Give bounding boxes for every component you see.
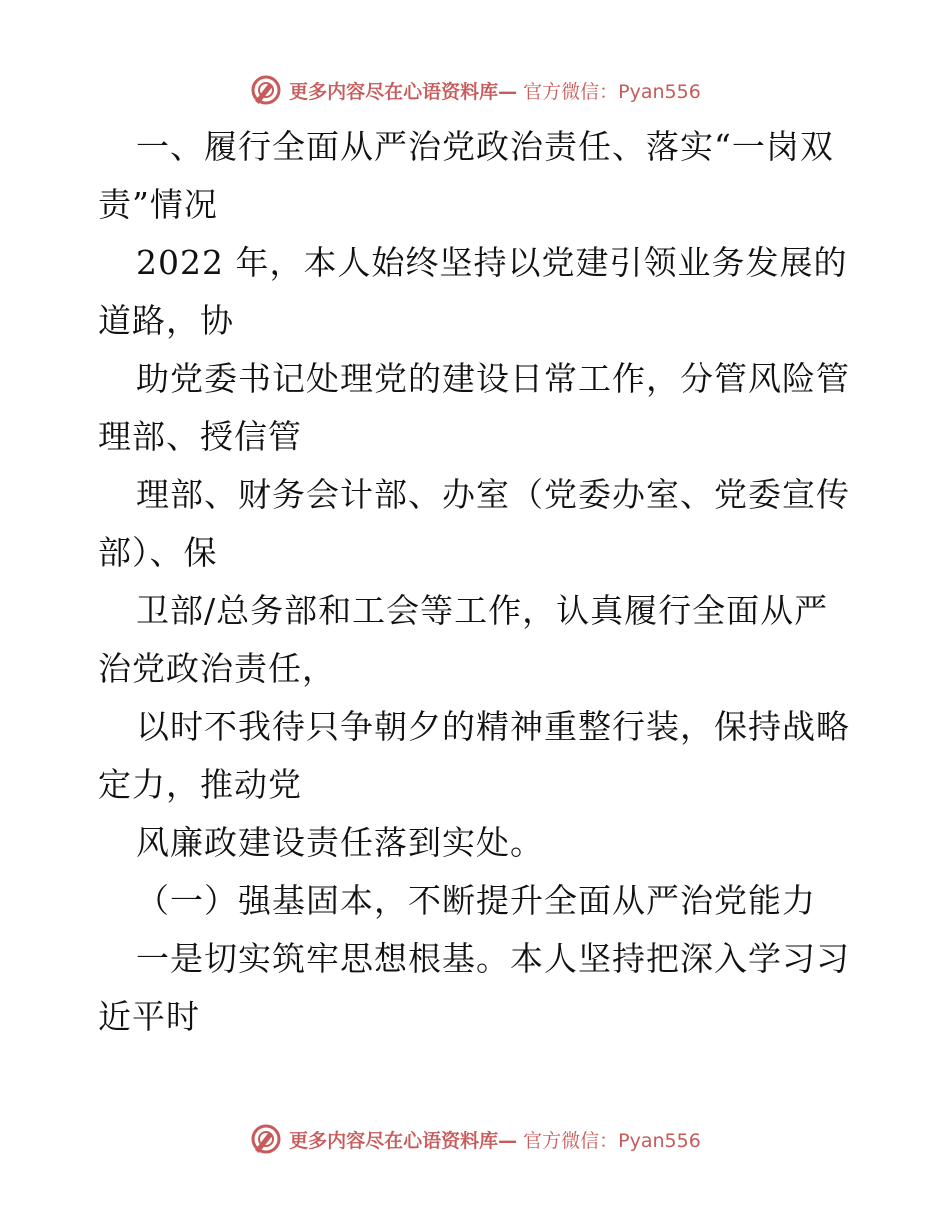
- pen-circle-logo-icon: [249, 73, 283, 107]
- section-heading: 一、履行全面从严治党政治责任、落实“一岗双责”情况: [98, 127, 834, 224]
- body-paragraph: 卫部/总务部和工会等工作，认真履行全面从严治党政治责任，: [98, 591, 829, 688]
- body-paragraph: 以时不我待只争朝夕的精神重整行装，保持战略定力，推动党: [98, 707, 850, 804]
- subsection-heading: （一）强基固本，不断提升全面从严治党能力: [136, 881, 816, 920]
- body-paragraph: 理部、财务会计部、办室（党委办室、党委宣传部）、保: [98, 475, 850, 572]
- header-contact-text: 官方微信：Pyan556: [523, 80, 701, 103]
- body-paragraph: 2022 年，本人始终坚持以党建引领业务发展的道路，协: [98, 243, 848, 340]
- header-watermark: [0, 70, 950, 110]
- document-body: [98, 118, 858, 1046]
- footer-watermark: [0, 1119, 950, 1159]
- body-paragraph: 助党委书记处理党的建设日常工作，分管风险管理部、授信管: [98, 359, 850, 456]
- body-paragraph: 风廉政建设责任落到实处。: [136, 823, 544, 862]
- footer-brand-text: 更多内容尽在心语资料库—: [289, 1129, 518, 1152]
- header-brand-text: 更多内容尽在心语资料库—: [289, 80, 518, 103]
- footer-contact-text: 官方微信：Pyan556: [523, 1129, 701, 1152]
- pen-circle-logo-icon: [249, 1122, 283, 1156]
- body-paragraph: 一是切实筑牢思想根基。本人坚持把深入学习习近平时: [98, 939, 850, 1036]
